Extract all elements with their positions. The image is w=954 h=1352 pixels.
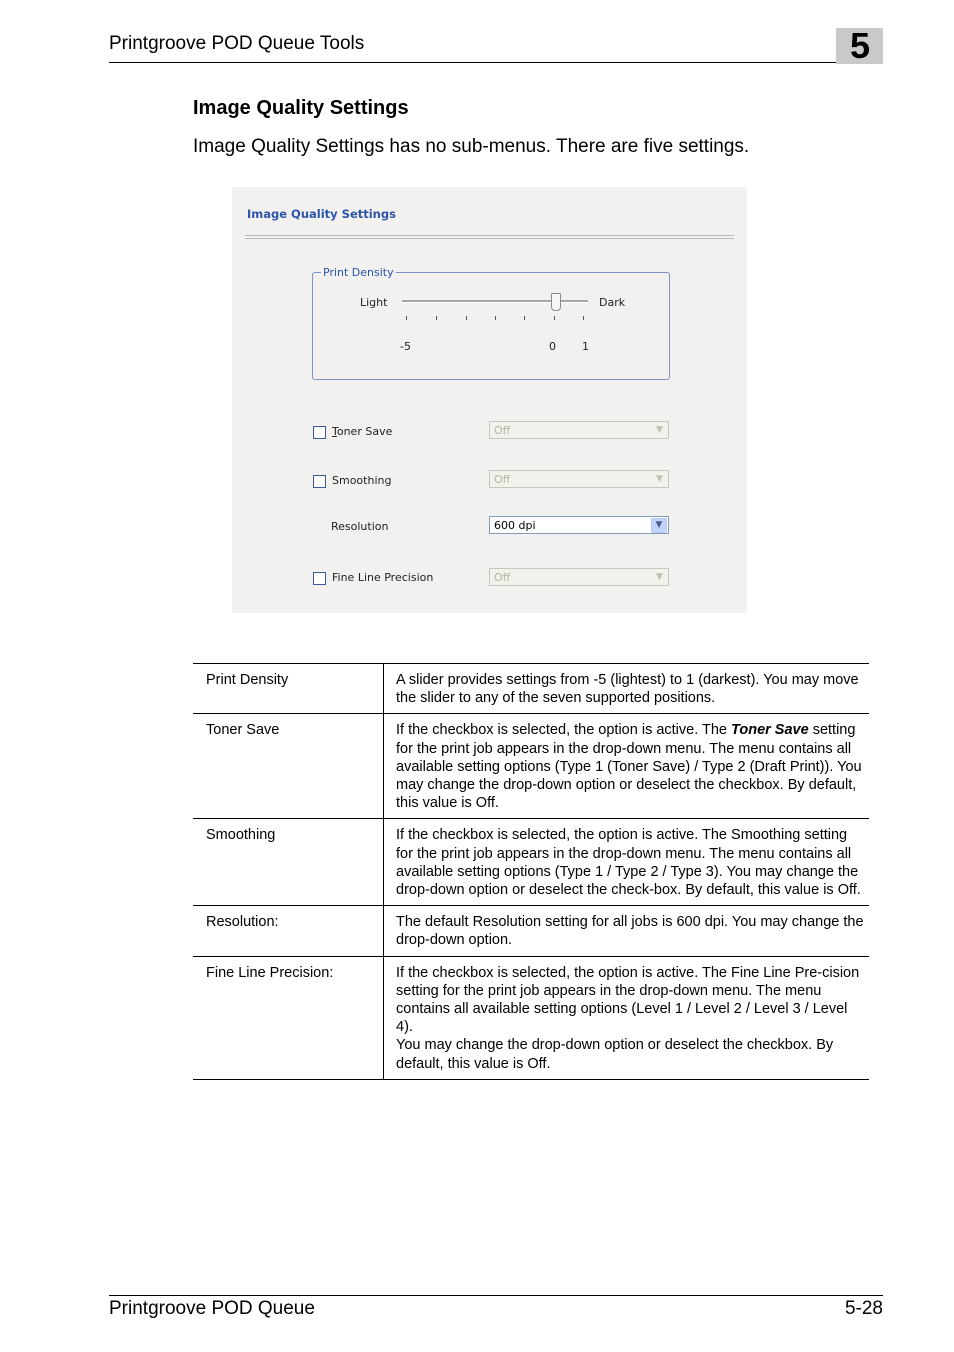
table-row [193,714,869,819]
slider-light-label: Light [360,296,388,309]
toner-save-label: Toner Save [332,425,393,438]
table-row [193,819,869,906]
fine-line-precision-checkbox[interactable] [313,572,326,585]
setting-description: If the checkbox is selected, the option is active. The Fine Line Pre-cision setting for the print job appears in the drop-down menu. The menu contains all available setting options (Level 1 / Level 2 / Level 3 / Level 4). You may change the drop-down option or deselect the checkbox. By default, this value is Off. [384,956,870,1079]
resolution-label: Resolution [331,520,389,533]
chevron-down-icon: ▼ [651,518,667,533]
image-quality-settings-panel [232,187,747,613]
setting-name: Print Density [193,664,384,714]
running-header-title: Printgroove POD Queue Tools [109,33,365,54]
setting-name: Resolution: [193,906,384,956]
smoothing-label: Smoothing [332,474,392,487]
setting-name: Fine Line Precision: [193,956,384,1079]
slider-tick [436,316,437,320]
setting-description: The default Resolution setting for all jobs is 600 dpi. You may change the drop-down option. [384,906,870,956]
slider-tick [406,316,407,320]
slider-tick [583,316,584,320]
title-separator-shadow [245,238,734,239]
chevron-down-icon: ▼ [656,572,663,582]
footer-rule [109,1295,883,1296]
fine-line-precision-value: Off [494,571,511,584]
print-density-slider-thumb[interactable] [551,293,561,311]
page-number: 5-28 [844,1298,883,1319]
toner-save-checkbox[interactable] [313,426,326,439]
slider-dark-label: Dark [599,296,626,309]
smoothing-checkbox[interactable] [313,475,326,488]
slider-tick [524,316,525,320]
smoothing-value: Off [494,473,511,486]
setting-description: A slider provides settings from -5 (lightest) to 1 (darkest). You may move the slider to any of the seven supported positions. [384,664,870,714]
table-row [193,664,869,714]
chevron-down-icon: ▼ [656,474,663,484]
header-rule [109,62,883,63]
print-density-group [312,272,670,380]
fine-line-precision-label: Fine Line Precision [332,571,434,584]
chevron-down-icon: ▼ [656,425,663,435]
slider-tick-label-max: 1 [582,340,589,353]
resolution-dropdown[interactable] [489,516,669,534]
footer-title: Printgroove POD Queue [109,1298,315,1319]
setting-name: Toner Save [193,714,384,819]
section-title: Image Quality Settings [193,97,409,119]
setting-name: Smoothing [193,819,384,906]
panel-title: Image Quality Settings [247,207,396,221]
title-separator [245,235,734,236]
slider-tick-label-min: -5 [400,340,411,353]
toner-save-dropdown[interactable] [489,421,669,439]
resolution-value: 600 dpi [494,519,536,532]
slider-tick [495,316,496,320]
table-row [193,956,869,1079]
table-row [193,906,869,956]
slider-tick [554,316,555,320]
section-intro: Image Quality Settings has no sub-menus. There are five settings. [193,136,750,157]
settings-table [193,663,869,1080]
slider-tick [466,316,467,320]
chapter-number: 5 [850,25,871,66]
print-density-legend: Print Density [323,266,394,279]
slider-tick-label-zero: 0 [549,340,556,353]
setting-description: If the checkbox is selected, the option is active. The Smoothing setting for the print job appears in the drop-down menu. The menu contains all available setting options (Type 1 / Type 2 / Type 3). You may change the drop-down option or deselect the check-box. By default, this value is Off. [384,819,870,906]
setting-description: If the checkbox is selected, the option is active. The Toner Save setting for the print job appears in the drop-down menu. The menu contains all available setting options (Type 1 (Toner Save) / Type 2 (Draft Print)). You may change the drop-down option or deselect the checkbox. By default, this value is Off. [384,714,870,819]
smoothing-dropdown[interactable] [489,470,669,488]
fine-line-precision-dropdown[interactable] [489,568,669,586]
toner-save-value: Off [494,424,511,437]
